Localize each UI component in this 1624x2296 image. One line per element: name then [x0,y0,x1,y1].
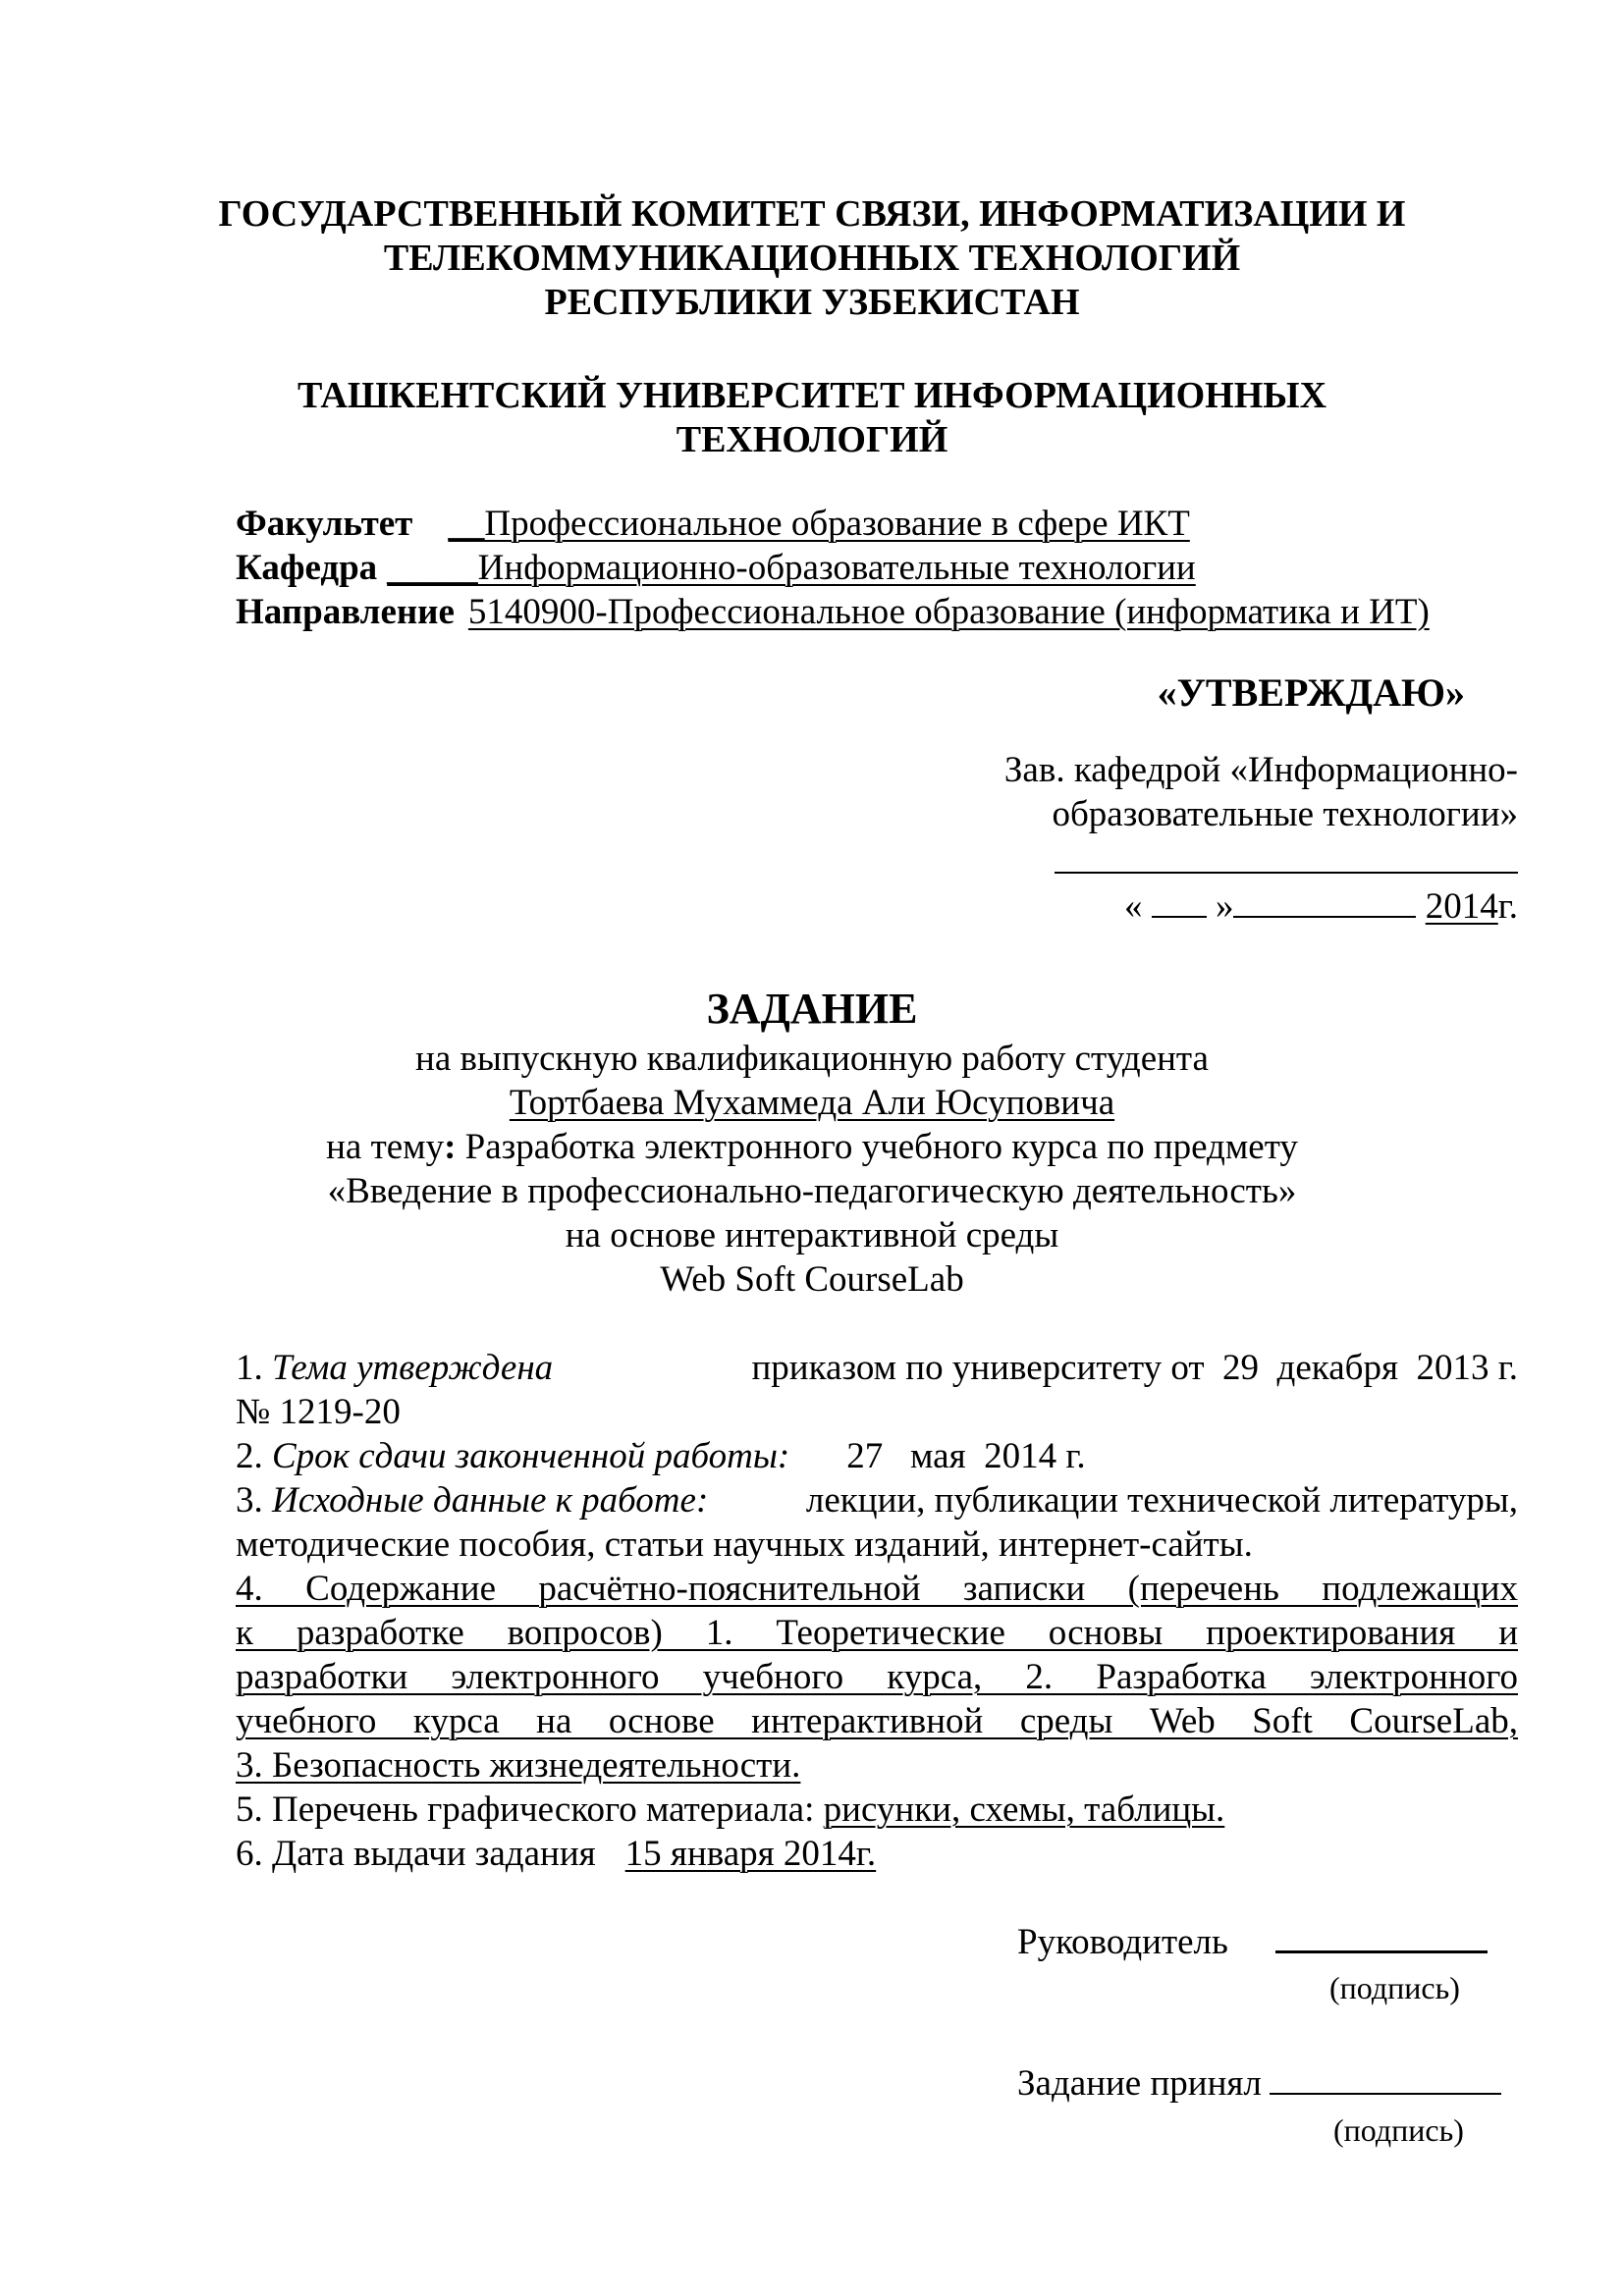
topic-colon: : [444,1127,457,1167]
date-quote-open: « [1123,886,1143,927]
approval-line-1: Зав. кафедрой «Информационно- [1003,750,1518,790]
date-day-blank [1152,881,1207,918]
item-1-line-2: № 1219-20 [236,1392,401,1432]
item-6-value: 15 января 2014г. [624,1834,877,1874]
topic-prefix: на тему [326,1127,445,1167]
item-2-number: 2. [236,1436,263,1476]
accepted-row [1017,2057,1501,2106]
item-3-line-2: методические пособия, статьи научных изданий, интернет-сайты. [236,1524,1253,1565]
item-4-text-4: учебного курса на основе интерактивной среды Web Soft CourseLab, [236,1701,1518,1741]
date-year-suffix: г. [1497,886,1518,927]
item-1-text: приказом по университету от 29 декабря 2013 г. [751,1348,1518,1388]
task-items [236,1346,1518,1876]
supervisor-signature-caption: (подпись) [1329,1970,1460,2005]
item-1-line-1 [236,1346,1518,1390]
task-title: ЗАДАНИЕ [706,985,918,1033]
item-5-line [236,1788,1518,1832]
topic-line-2: «Введение в профессионально-педагогическую деятельность» [327,1171,1297,1211]
direction-row [236,590,1430,634]
department-value: _____Информационно-образовательные технологии [387,548,1196,588]
task-line-1: на выпускную квалификационную работу студента [415,1039,1209,1079]
faculty-row [236,502,1190,546]
approval-date-row [1124,881,1518,929]
accepted-label: Задание принял [1017,2063,1262,2104]
item-4-line-1 [236,1567,1518,1611]
supervisor-label: Руководитель [1017,1922,1228,1962]
university-line-2: ТЕХНОЛОГИЙ [676,419,948,460]
direction-label: Направление [236,592,455,632]
date-quote-close: » [1215,886,1234,927]
item-4-text-2: к разработке вопросов) 1. Теоретические основы проектирования и [236,1613,1518,1653]
item-1-label: Тема утверждена [272,1348,554,1388]
item-4-text-3: разработки электронного учебного курса, 2. Разработка электронного [236,1657,1518,1697]
ministry-line-3: РЕСПУБЛИКИ УЗБЕКИСТАН [544,282,1080,323]
department-label: Кафедра [236,548,378,588]
item-3-text: лекции, публикации технической литературы, [805,1480,1518,1521]
item-4-line-4 [236,1699,1518,1743]
item-5-label: 5. Перечень графического материала: [236,1789,815,1830]
item-5-value: рисунки, схемы, таблицы. [823,1789,1225,1830]
item-6-line [236,1832,1518,1876]
item-4-line-5 [236,1743,1518,1788]
item-3-number: 3. [236,1480,263,1521]
topic-line-3: на основе интерактивной среды [565,1215,1059,1255]
ministry-line-1: ГОСУДАРСТВЕННЫЙ КОМИТЕТ СВЯЗИ, ИНФОРМАТИЗАЦИИ И [218,193,1406,235]
topic-text-1: Разработка электронного учебного курса по предмету [456,1127,1298,1167]
faculty-label: Факультет [236,504,413,544]
supervisor-signature-blank [1275,1915,1488,1953]
date-year: 2014 [1425,886,1498,927]
item-4-text-1: 4. Содержание расчётно-пояснительной записки (перечень подлежащих [236,1569,1518,1609]
department-row [236,546,1196,590]
item-1-number: 1. [236,1348,263,1388]
supervisor-row [1017,1915,1488,1964]
item-4-line-3 [236,1655,1518,1699]
direction-value: 5140900-Профессиональное образование (информатика и ИТ) [467,592,1430,632]
student-name: Тортбаева Мухаммеда Али Юсуповича [509,1083,1115,1123]
topic-line-1 [0,1125,1624,1169]
approval-signature-line [1055,836,1518,884]
item-6-label: 6. Дата выдачи задания [236,1834,596,1874]
date-month-blank [1233,881,1416,918]
faculty-value: __Профессиональное образование в сфере ИКТ [448,504,1190,544]
university-line-1: ТАШКЕНТСКИЙ УНИВЕРСИТЕТ ИНФОРМАЦИОННЫХ [297,375,1327,416]
approval-signature-blank [1055,836,1518,874]
approval-line-2: образовательные технологии» [1052,794,1518,834]
accepted-signature-caption: (подпись) [1333,2112,1464,2148]
item-2-line [236,1434,1518,1478]
item-4-text-5: 3. Безопасность жизнедеятельности. [236,1745,801,1786]
item-2-text: 27 мая 2014 г. [846,1436,1086,1476]
accepted-signature-blank [1270,2057,1501,2095]
student-name-row [0,1081,1624,1125]
item-2-label: Срок сдачи законченной работы: [272,1436,790,1476]
item-3-line-1 [236,1478,1518,1522]
item-3-label: Исходные данные к работе: [272,1480,709,1521]
topic-line-4: Web Soft CourseLab [660,1259,964,1300]
ministry-line-2: ТЕЛЕКОММУНИКАЦИОННЫХ ТЕХНОЛОГИЙ [383,238,1241,279]
approval-title: «УТВЕРЖДАЮ» [1157,670,1465,715]
item-4-line-2 [236,1611,1518,1655]
